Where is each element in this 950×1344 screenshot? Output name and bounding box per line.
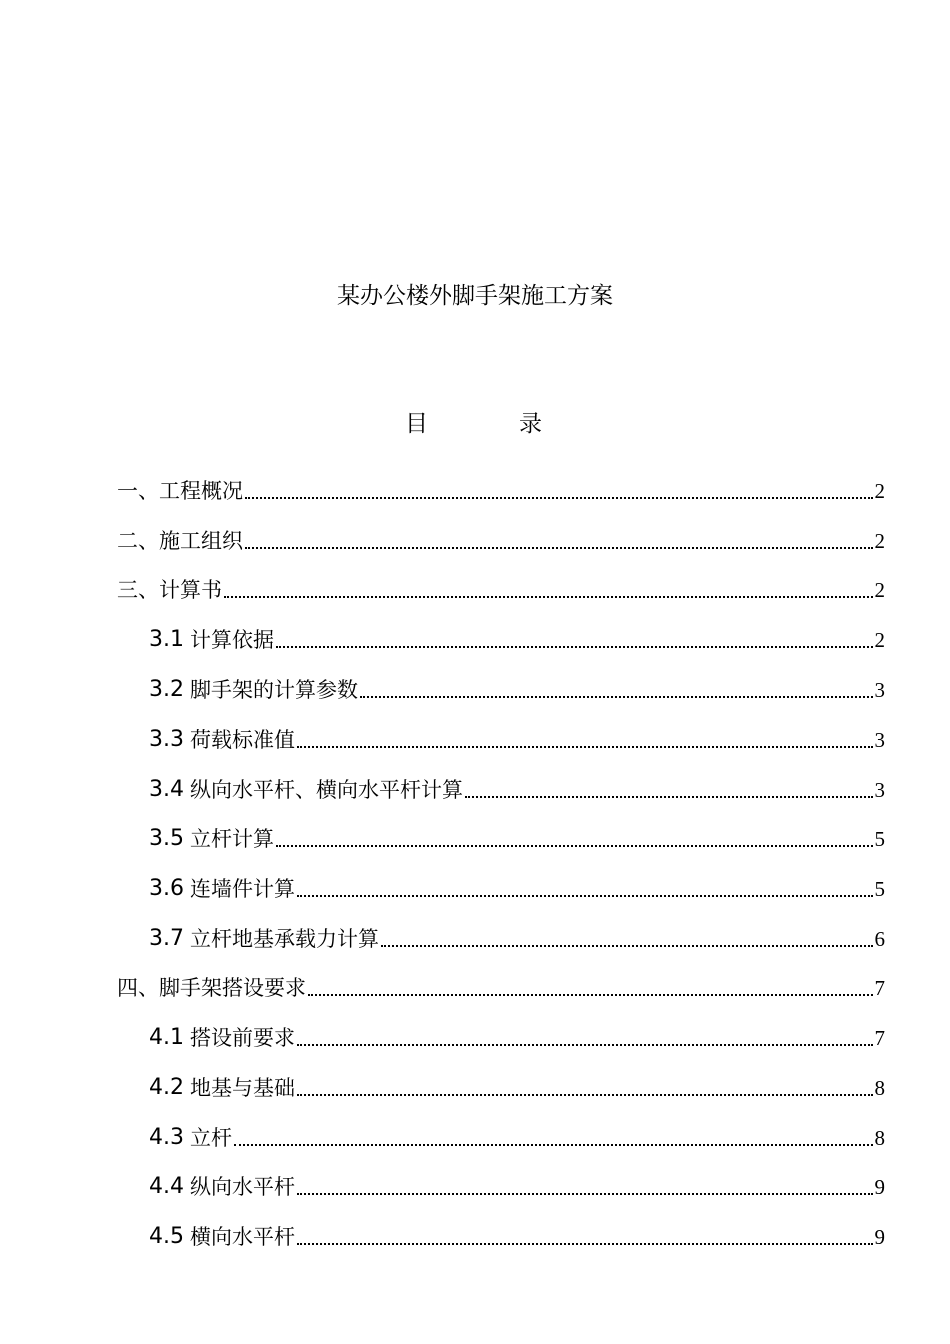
toc-page-number: 9 — [874, 1225, 885, 1249]
toc-page-number: 7 — [874, 976, 885, 1000]
toc-dot-leader — [297, 746, 873, 748]
toc-dot-leader — [465, 796, 873, 798]
toc-entry[interactable] — [117, 522, 885, 556]
toc-entry-label: 立杆地基承载力计算 — [190, 927, 379, 951]
toc-dot-leader — [276, 646, 873, 648]
toc-dot-leader — [297, 1193, 873, 1195]
toc-section-number: 3.7 — [149, 926, 184, 951]
toc-section-number: 4.5 — [149, 1224, 184, 1249]
toc-dot-leader — [245, 497, 873, 499]
toc-page-number: 5 — [874, 877, 885, 901]
toc-entry-label: 一、工程概况 — [117, 479, 243, 503]
toc-dot-leader — [297, 1094, 873, 1096]
toc-section-number: 4.4 — [149, 1174, 184, 1199]
toc-dot-leader — [245, 547, 873, 549]
toc-entry-label: 计算依据 — [190, 628, 274, 652]
toc-page-number: 8 — [874, 1076, 885, 1100]
toc-entry-label: 立杆 — [190, 1126, 232, 1150]
toc-entry-label: 二、施工组织 — [117, 529, 243, 553]
toc-entry[interactable] — [149, 870, 885, 904]
toc-section-number: 3.5 — [149, 826, 184, 851]
toc-page-number: 5 — [874, 827, 885, 851]
toc-dot-leader — [297, 1243, 873, 1245]
toc-page-number: 2 — [874, 479, 885, 503]
toc-page-number: 9 — [874, 1175, 885, 1199]
toc-heading — [0, 407, 950, 441]
toc-entry[interactable] — [149, 920, 885, 954]
toc-dot-leader — [234, 1144, 873, 1146]
toc-section-number: 3.2 — [149, 677, 184, 702]
toc-heading-char-1: 目 — [405, 411, 428, 437]
toc-section-number: 3.4 — [149, 777, 184, 802]
toc-entry[interactable] — [149, 820, 885, 854]
toc-entry[interactable] — [149, 721, 885, 755]
toc-page-number: 7 — [874, 1026, 885, 1050]
toc-entry[interactable] — [149, 1119, 885, 1153]
toc-dot-leader — [308, 994, 873, 996]
toc-entry-label: 连墙件计算 — [190, 877, 295, 901]
toc-section-number: 4.2 — [149, 1075, 184, 1100]
toc-entry-label: 荷载标准值 — [190, 728, 295, 752]
toc-dot-leader — [297, 1044, 873, 1046]
toc-dot-leader — [276, 845, 873, 847]
toc-dot-leader — [360, 696, 873, 698]
toc-page-number: 2 — [874, 578, 885, 602]
toc-dot-leader — [224, 596, 873, 598]
toc-heading-char-2: 录 — [519, 411, 542, 437]
toc-dot-leader — [297, 895, 873, 897]
toc-entry[interactable] — [149, 771, 885, 805]
toc-entry-label: 立杆计算 — [190, 827, 274, 851]
toc-entry-label: 三、计算书 — [117, 578, 222, 602]
toc-entry-label: 纵向水平杆、横向水平杆计算 — [190, 778, 463, 802]
toc-entry-label: 四、脚手架搭设要求 — [117, 976, 306, 1000]
toc-page-number: 3 — [874, 778, 885, 802]
toc-section-number: 4.3 — [149, 1125, 184, 1150]
toc-entry[interactable] — [149, 1168, 885, 1202]
toc-entry[interactable] — [149, 1069, 885, 1103]
toc-entry[interactable] — [117, 571, 885, 605]
toc-dot-leader — [381, 945, 873, 947]
toc-entry-label: 地基与基础 — [190, 1076, 295, 1100]
toc-section-number: 3.1 — [149, 627, 184, 652]
toc-section-number: 3.6 — [149, 876, 184, 901]
toc-page-number: 3 — [874, 678, 885, 702]
toc-entry[interactable] — [149, 1218, 885, 1252]
toc-page-number: 3 — [874, 728, 885, 752]
toc-page-number: 6 — [874, 927, 885, 951]
toc-section-number: 4.1 — [149, 1025, 184, 1050]
toc-entry-label: 横向水平杆 — [190, 1225, 295, 1249]
toc-entry[interactable] — [117, 969, 885, 1003]
toc-page-number: 2 — [874, 628, 885, 652]
toc-page-number: 2 — [874, 529, 885, 553]
toc-entry[interactable] — [149, 621, 885, 655]
document-title: 某办公楼外脚手架施工方案 — [337, 283, 613, 309]
toc-section-number: 3.3 — [149, 727, 184, 752]
toc-entry-label: 脚手架的计算参数 — [190, 678, 358, 702]
toc-entry[interactable] — [149, 1019, 885, 1053]
toc-entry-label: 搭设前要求 — [190, 1026, 295, 1050]
toc-page-number: 8 — [874, 1126, 885, 1150]
toc-entry-label: 纵向水平杆 — [190, 1175, 295, 1199]
toc-entry[interactable] — [117, 472, 885, 506]
toc-entry[interactable] — [149, 671, 885, 705]
